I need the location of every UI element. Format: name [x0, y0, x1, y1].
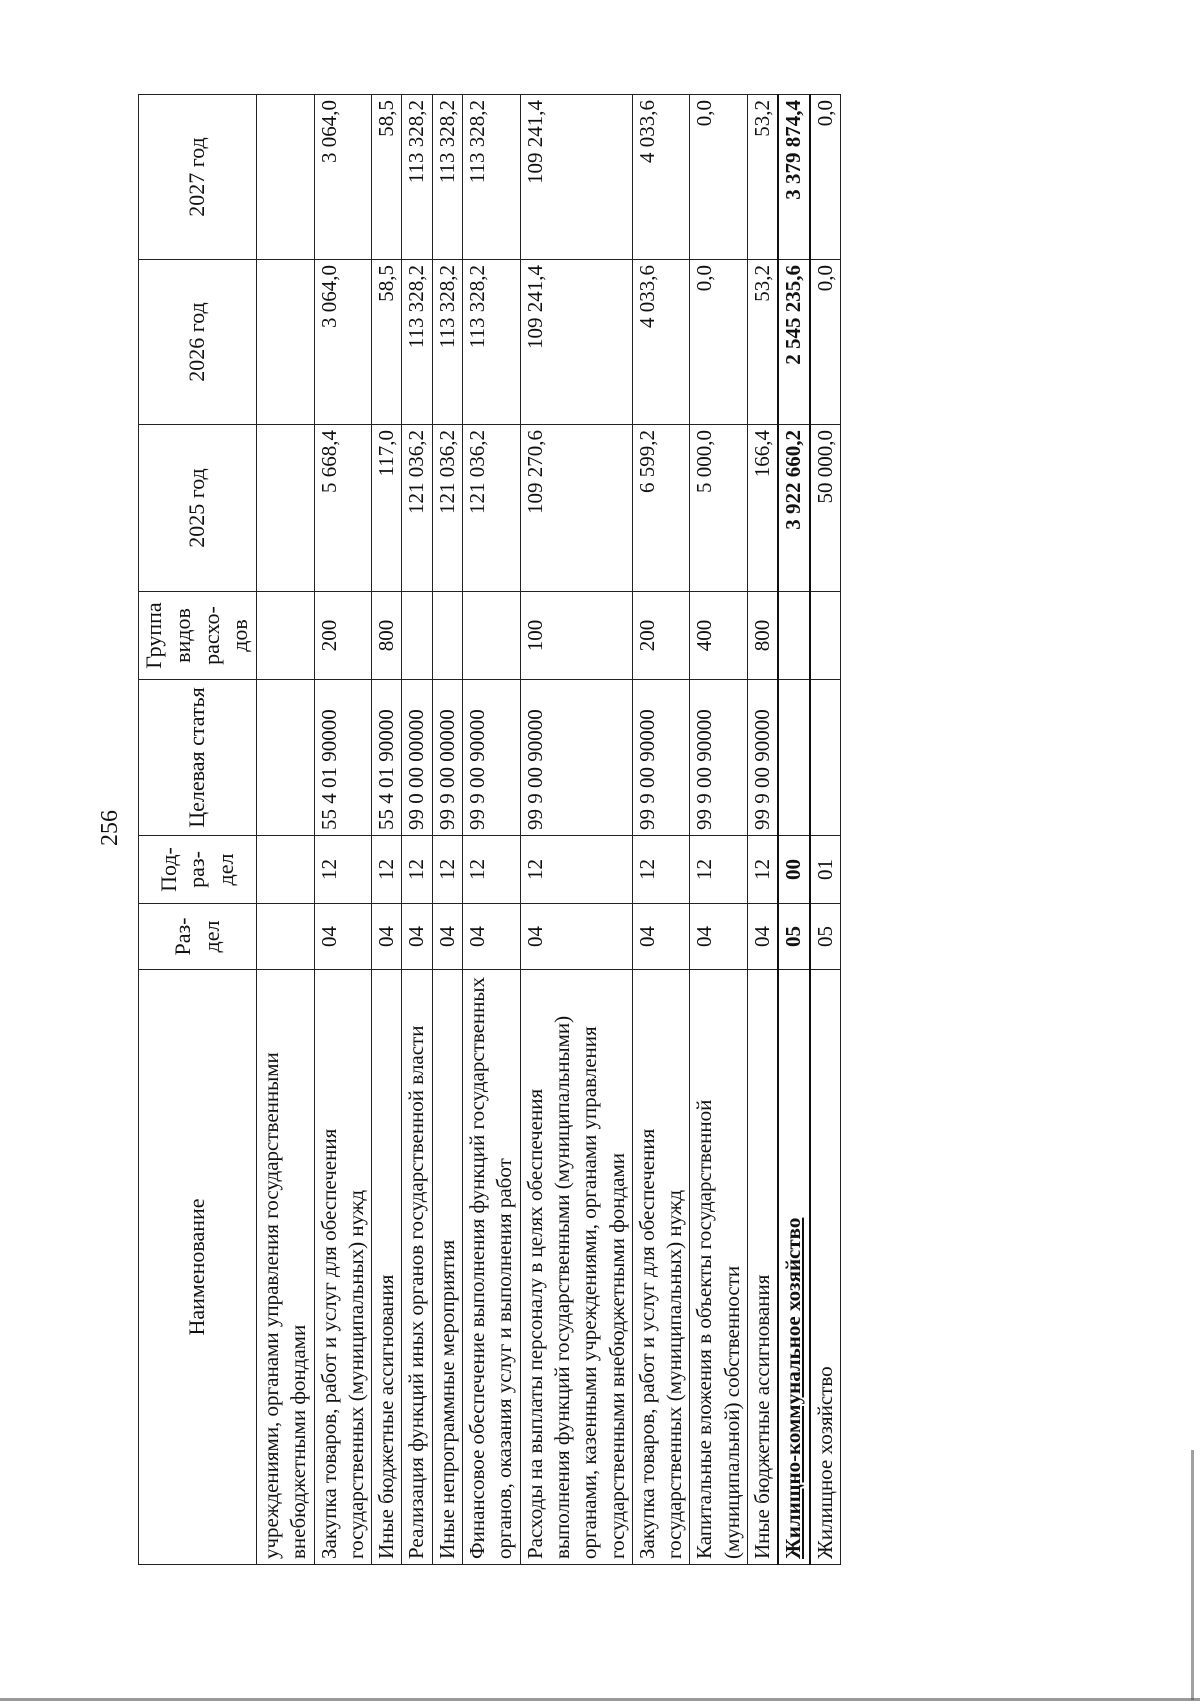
cell-podrazdel: 12	[402, 836, 432, 904]
cell-razdel: 04	[463, 904, 521, 970]
cell-value-2025: 121 036,2	[402, 425, 432, 592]
cell-podrazdel: 12	[463, 836, 521, 904]
cell-gruppa: 800	[748, 592, 779, 680]
cell-gruppa: 800	[372, 592, 402, 680]
table-row	[810, 95, 841, 1565]
cell-gruppa: 200	[314, 592, 372, 680]
cell-celevaya: 99 9 00 00000	[432, 680, 462, 836]
header-2025: 2025 год	[139, 425, 257, 592]
cell-value-2026: 3 064,0	[314, 260, 372, 425]
cell-value-2025: 5 668,4	[314, 425, 372, 592]
cell-razdel: 04	[520, 904, 632, 970]
cell-podrazdel: 01	[810, 836, 841, 904]
cell-value-2027: 0,0	[690, 95, 748, 260]
cell-value-2025: 121 036,2	[432, 425, 462, 592]
cell-name: Иные непрограммные мероприятия	[432, 970, 462, 1565]
cell-razdel: 04	[314, 904, 372, 970]
cell-name: Капитальные вложения в объекты государственной (муниципальной) собственности	[690, 970, 748, 1565]
cell-value-2026: 2 545 235,6	[778, 260, 809, 425]
cell-value-2025: 121 036,2	[463, 425, 521, 592]
cell-razdel: 04	[432, 904, 462, 970]
cell-value-2026	[257, 260, 315, 425]
cell-celevaya: 55 4 01 90000	[314, 680, 372, 836]
cell-value-2025: 50 000,0	[810, 425, 841, 592]
cell-celevaya	[778, 680, 809, 836]
cell-value-2027	[257, 95, 315, 260]
table-row	[463, 95, 521, 1565]
table-row	[314, 95, 372, 1565]
cell-podrazdel: 12	[748, 836, 779, 904]
cell-value-2027: 3 064,0	[314, 95, 372, 260]
cell-name: Финансовое обеспечение выполнения функций государственных органов, оказания услуг и выполнения работ	[463, 970, 521, 1565]
cell-podrazdel: 12	[632, 836, 690, 904]
cell-razdel: 04	[372, 904, 402, 970]
rotated-table-container	[138, 95, 968, 1565]
cell-value-2026: 58,5	[372, 260, 402, 425]
cell-value-2026: 109 241,4	[520, 260, 632, 425]
cell-razdel	[257, 904, 315, 970]
cell-value-2026: 0,0	[690, 260, 748, 425]
cell-value-2027: 113 328,2	[463, 95, 521, 260]
cell-value-2027: 4 033,6	[632, 95, 690, 260]
cell-name: Иные бюджетные ассигнования	[748, 970, 779, 1565]
cell-celevaya: 99 0 00 00000	[402, 680, 432, 836]
table-row	[778, 95, 809, 1565]
cell-name: учреждениями, органами управления государственными внебюджетными фондами	[257, 970, 315, 1565]
cell-celevaya	[810, 680, 841, 836]
table-row	[520, 95, 632, 1565]
cell-gruppa: 100	[520, 592, 632, 680]
table-body	[257, 95, 841, 1565]
cell-value-2025: 166,4	[748, 425, 779, 592]
table-row	[402, 95, 432, 1565]
cell-gruppa	[402, 592, 432, 680]
cell-razdel: 04	[690, 904, 748, 970]
cell-value-2026: 4 033,6	[632, 260, 690, 425]
budget-table	[138, 94, 841, 1565]
cell-value-2026: 53,2	[748, 260, 779, 425]
header-celevaya: Целевая статья	[139, 680, 257, 836]
cell-celevaya: 99 9 00 90000	[748, 680, 779, 836]
cell-razdel: 04	[632, 904, 690, 970]
cell-value-2027: 53,2	[748, 95, 779, 260]
header-name: Наименование	[139, 970, 257, 1565]
cell-name: Жилищное хозяйство	[810, 970, 841, 1565]
cell-value-2026: 113 328,2	[463, 260, 521, 425]
cell-value-2025: 5 000,0	[690, 425, 748, 592]
table-row	[748, 95, 779, 1565]
cell-celevaya: 99 9 00 90000	[690, 680, 748, 836]
cell-podrazdel: 12	[314, 836, 372, 904]
cell-podrazdel: 12	[520, 836, 632, 904]
cell-razdel: 05	[778, 904, 809, 970]
cell-value-2026: 113 328,2	[402, 260, 432, 425]
header-podrazdel: Под-раз-дел	[139, 836, 257, 904]
cell-value-2025: 3 922 660,2	[778, 425, 809, 592]
cell-gruppa: 400	[690, 592, 748, 680]
cell-value-2025: 117,0	[372, 425, 402, 592]
cell-value-2027: 109 241,4	[520, 95, 632, 260]
cell-gruppa	[810, 592, 841, 680]
cell-value-2025: 6 599,2	[632, 425, 690, 592]
cell-celevaya: 99 9 00 90000	[520, 680, 632, 836]
scan-artifact-right	[1191, 1450, 1194, 1700]
cell-gruppa	[463, 592, 521, 680]
cell-name: Иные бюджетные ассигнования	[372, 970, 402, 1565]
cell-podrazdel: 00	[778, 836, 809, 904]
cell-name: Реализация функций иных органов государственной власти	[402, 970, 432, 1565]
cell-podrazdel	[257, 836, 315, 904]
cell-gruppa	[257, 592, 315, 680]
header-2027: 2027 год	[139, 95, 257, 260]
cell-razdel: 05	[810, 904, 841, 970]
cell-podrazdel: 12	[432, 836, 462, 904]
table-row	[372, 95, 402, 1565]
cell-podrazdel: 12	[372, 836, 402, 904]
cell-gruppa: 200	[632, 592, 690, 680]
cell-value-2027: 0,0	[810, 95, 841, 260]
cell-celevaya	[257, 680, 315, 836]
table-row	[257, 95, 315, 1565]
cell-celevaya: 99 9 00 90000	[632, 680, 690, 836]
cell-value-2027: 113 328,2	[402, 95, 432, 260]
cell-value-2027: 3 379 874,4	[778, 95, 809, 260]
cell-gruppa	[432, 592, 462, 680]
cell-celevaya: 55 4 01 90000	[372, 680, 402, 836]
cell-celevaya: 99 9 00 90000	[463, 680, 521, 836]
cell-value-2025: 109 270,6	[520, 425, 632, 592]
cell-value-2027: 58,5	[372, 95, 402, 260]
cell-razdel: 04	[402, 904, 432, 970]
cell-value-2026: 113 328,2	[432, 260, 462, 425]
table-row	[632, 95, 690, 1565]
scan-artifact-bottom	[0, 1698, 1200, 1701]
cell-value-2026: 0,0	[810, 260, 841, 425]
cell-podrazdel: 12	[690, 836, 748, 904]
cell-value-2027: 113 328,2	[432, 95, 462, 260]
cell-name: Закупка товаров, работ и услуг для обеспечения государственных (муниципальных) нужд	[314, 970, 372, 1565]
header-2026: 2026 год	[139, 260, 257, 425]
table-row	[690, 95, 748, 1565]
cell-name: Жилищно-коммунальное хозяйство	[778, 970, 809, 1565]
cell-gruppa	[778, 592, 809, 680]
cell-name: Расходы на выплаты персоналу в целях обеспечения выполнения функций государственными (муниципальными) органами, казенными учреждениями, органами управления государственными внебюджетными фондами	[520, 970, 632, 1565]
table-row	[432, 95, 462, 1565]
header-row	[139, 95, 257, 1565]
header-gruppa: Группа видов расхо-дов	[139, 592, 257, 680]
cell-value-2025	[257, 425, 315, 592]
cell-name: Закупка товаров, работ и услуг для обеспечения государственных (муниципальных) нужд	[632, 970, 690, 1565]
header-razdel: Раз-дел	[139, 904, 257, 970]
page-number: 256	[97, 810, 123, 846]
cell-razdel: 04	[748, 904, 779, 970]
